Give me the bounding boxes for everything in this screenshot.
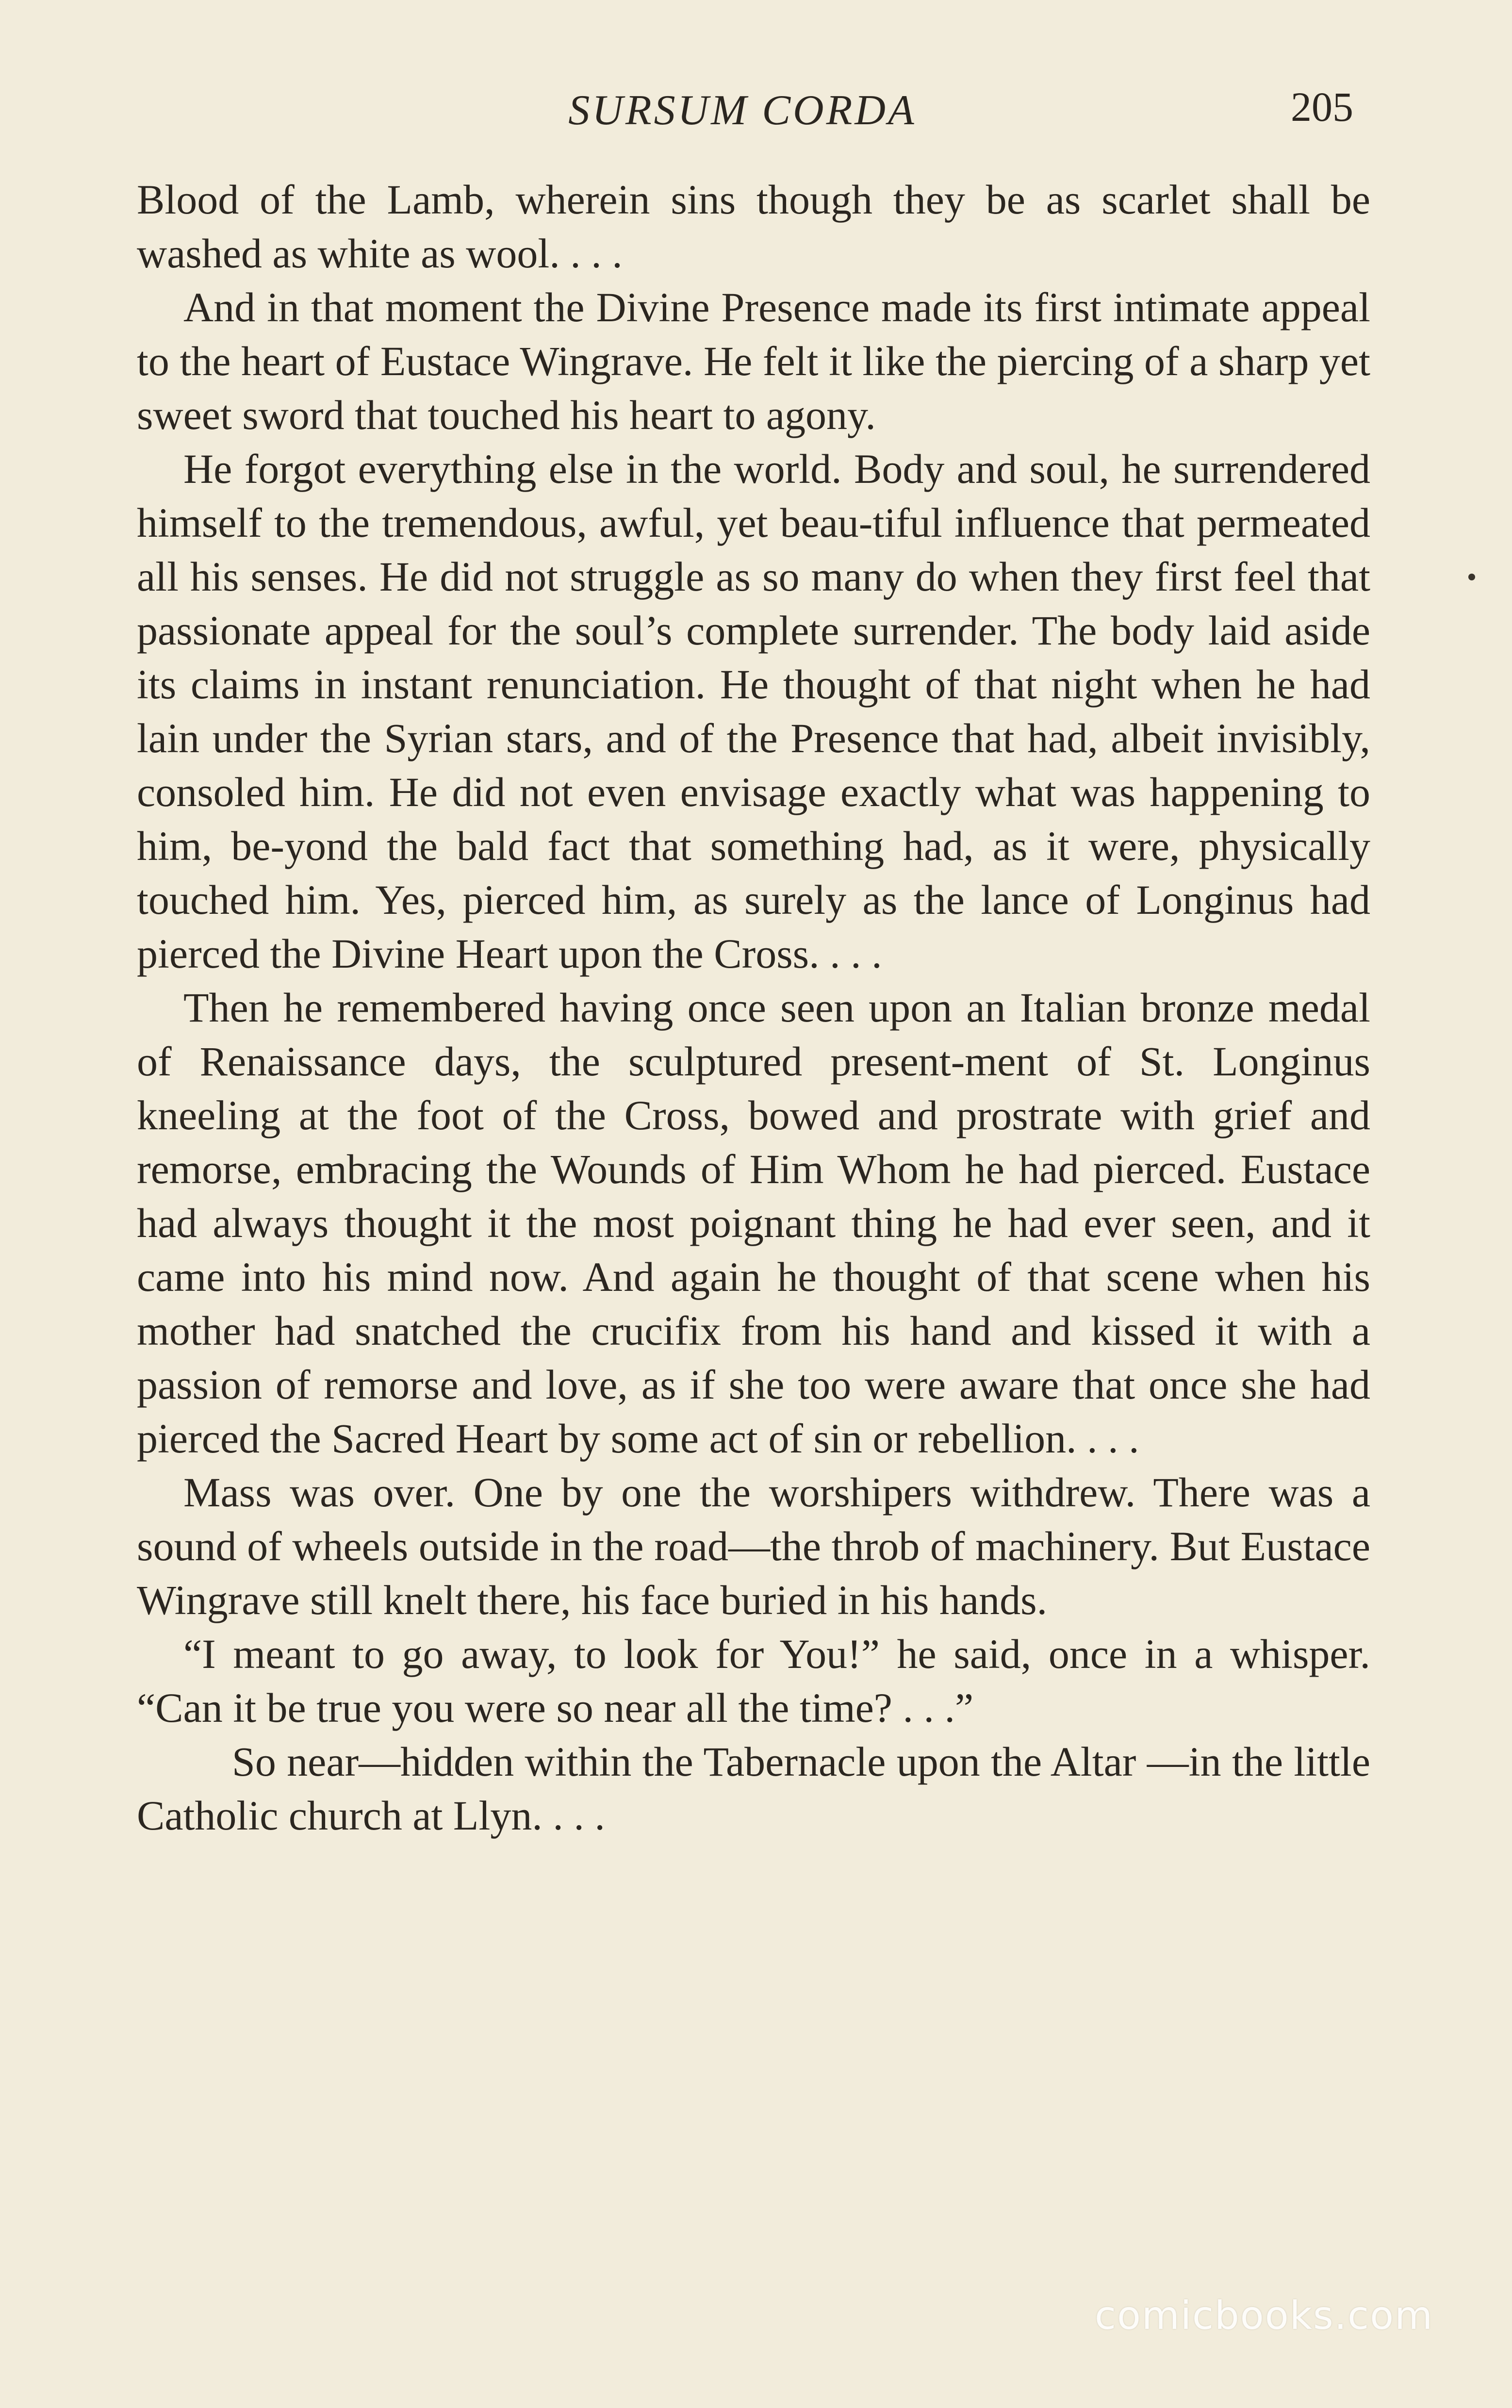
body-text (137, 173, 1370, 1843)
running-title: SURSUM CORDA (568, 87, 917, 134)
paragraph: And in that moment the Divine Presence made its first intimate appeal to the heart of Eustace Wingrave. He felt it like the piercing of a sharp yet sweet sword that touched his heart to agony. (137, 284, 1370, 438)
paragraph: So near—hidden within the Tabernacle upon the Altar —in the little Catholic church at Llyn. . . . (137, 1738, 1370, 1839)
paragraph: He forgot everything else in the world. Body and soul, he surrendered himself to the tremendous, awful, yet beau-tiful influence that permeated all his senses. He did not struggle as so many do when they first feel that passionate appeal for the soul’s complete surrender. The body laid aside its claims in instant renunciation. He thought of that night when he had lain under the Syrian stars, and of the Presence that had, albeit invisibly, consoled him. He did not even envisage exactly what was happening to him, be-yond the bald fact that something had, as it were, physically touched him. Yes, pierced him, as surely as the lance of Longinus had pierced the Divine Heart upon the Cross. . . . (137, 445, 1370, 977)
paragraph: Mass was over. One by one the worshipers withdrew. There was a sound of wheels outside in the road—the throb of machinery. But Eustace Wingrave still knelt there, his face buried in his hands. (137, 1469, 1370, 1623)
watermark: comicbooks.com (1094, 2293, 1433, 2338)
running-head (0, 82, 1512, 140)
paragraph-continuation: Blood of the Lamb, wherein sins though they be as scarlet shall be washed as white as wool. . . . (137, 176, 1370, 277)
paragraph: “I meant to go away, to look for You!” he said, once in a whisper. “Can it be true you were so near all the time? . . .” (137, 1631, 1370, 1731)
paragraph: Then he remembered having once seen upon an Italian bronze medal of Renaissance days, the sculptured present-ment of St. Longinus kneeling at the foot of the Cross, bowed and prostrate with grief and remorse, embracing the Wounds of Him Whom he had pierced. Eustace had always thought it the most poignant thing he had ever seen, and it came into his mind now. And again he thought of that scene when his mother had snatched the crucifix from his hand and kissed it with a passion of remorse and love, as if she too were aware that once she had pierced the Sacred Heart by some act of sin or rebellion. . . . (137, 984, 1370, 1462)
page-number: 205 (1291, 83, 1353, 130)
ink-speck (1468, 574, 1475, 580)
